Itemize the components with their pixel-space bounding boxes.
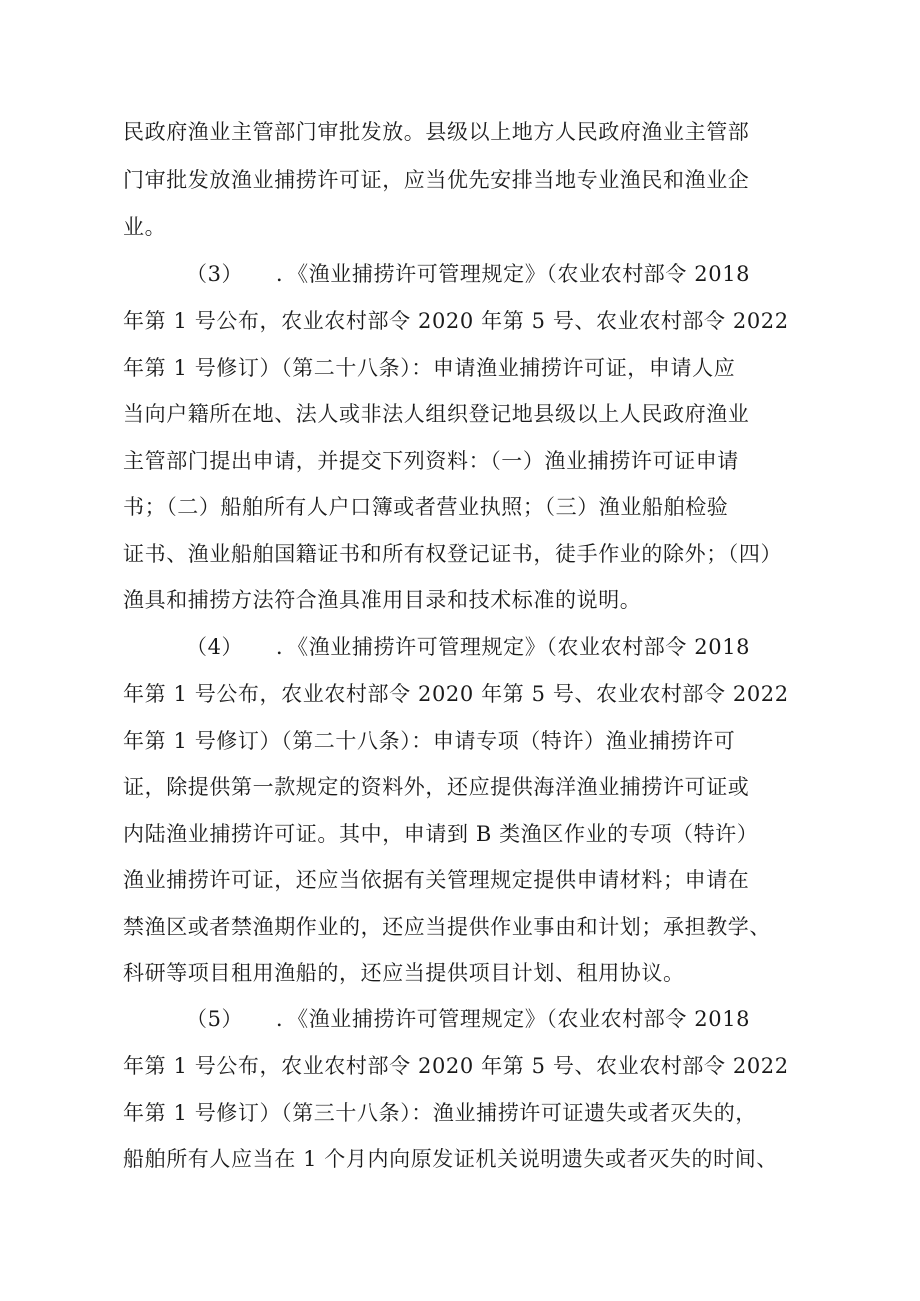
text-line: ．《渔业捕捞许可管理规定》（农业农村部令 2018 bbox=[276, 1007, 751, 1031]
text-line: 内陆渔业捕捞许可证。其中，申请到 B 类渔区作业的专项（特许） bbox=[123, 822, 759, 846]
text-line: 书；（二）船舶所有人户口簿或者营业执照；（三）渔业船舶检验 bbox=[123, 495, 729, 519]
text-line: ．《渔业捕捞许可管理规定》（农业农村部令 2018 bbox=[276, 262, 751, 286]
item-5-first-line bbox=[186, 999, 750, 1039]
text-line: 渔具和捕捞方法符合渔具准用目录和技术标准的说明。 bbox=[123, 588, 642, 612]
text-line: 当向户籍所在地、法人或非法人组织登记地县级以上人民政府渔业 bbox=[123, 402, 750, 426]
text-line: 年第 1 号公布，农业农村部令 2020 年第 5 号、农业农村部令 2022 bbox=[123, 682, 789, 706]
text-line: 门审批发放渔业捕捞许可证，应当优先安排当地专业渔民和渔业企 bbox=[123, 168, 750, 192]
text-line: 证书、渔业船舶国籍证书和所有权登记证书，徒手作业的除外；（四） bbox=[123, 542, 783, 566]
text-line: 船舶所有人应当在 1 个月内向原发证机关说明遗失或者灭失的时间、 bbox=[123, 1147, 778, 1171]
item-5-number: （5） bbox=[186, 1007, 244, 1031]
item-4-number: （4） bbox=[186, 635, 244, 659]
text-line: 证，除提供第一款规定的资料外，还应提供海洋渔业捕捞许可证或 bbox=[123, 775, 750, 799]
text-line: 渔业捕捞许可证，还应当依据有关管理规定提供申请材料；申请在 bbox=[123, 868, 750, 892]
item-3-number: （3） bbox=[186, 262, 244, 286]
item-3-first-line bbox=[186, 254, 750, 294]
text-line: 年第 1 号修订）（第三十八条）：渔业捕捞许可证遗失或者灭失的， bbox=[123, 1101, 757, 1125]
text-line: 禁渔区或者禁渔期作业的，还应当提供作业事由和计划；承担教学、 bbox=[123, 915, 771, 939]
text-line: 民政府渔业主管部门审批发放。县级以上地方人民政府渔业主管部 bbox=[123, 120, 750, 144]
text-line: 主管部门提出申请，并提交下列资料：（一）渔业捕捞许可证申请 bbox=[123, 449, 739, 473]
text-line: 年第 1 号修订）（第二十八条）：申请渔业捕捞许可证，申请人应 bbox=[123, 356, 736, 380]
text-line: 年第 1 号公布，农业农村部令 2020 年第 5 号、农业农村部令 2022 bbox=[123, 309, 789, 333]
text-line: ．《渔业捕捞许可管理规定》（农业农村部令 2018 bbox=[276, 635, 751, 659]
text-line: 业。 bbox=[123, 215, 167, 239]
text-line: 年第 1 号修订）（第二十八条）：申请专项（特许）渔业捕捞许可 bbox=[123, 729, 736, 753]
text-line: 年第 1 号公布，农业农村部令 2020 年第 5 号、农业农村部令 2022 bbox=[123, 1054, 789, 1078]
text-line: 科研等项目租用渔船的，还应当提供项目计划、租用协议。 bbox=[123, 961, 685, 985]
item-4-first-line bbox=[186, 627, 750, 667]
